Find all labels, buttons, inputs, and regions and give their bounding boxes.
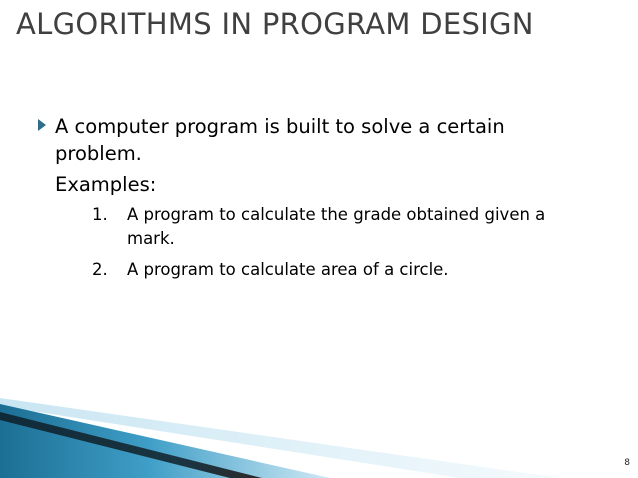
list-item-number: 2. [92,260,108,279]
bullet-text: A computer program is built to solve a certain problem. [55,115,505,165]
list-item-text: A program to calculate the grade obtained given a mark. [127,205,546,248]
page-number: 8 [624,458,630,468]
list-item-number: 1. [92,205,108,224]
list-item-text: A program to calculate area of a circle. [127,260,449,279]
decorative-ribbon [0,380,638,478]
triangle-bullet-icon [38,119,46,131]
slide-title: ALGORITHMS IN PROGRAM DESIGN [16,7,534,41]
examples-label: Examples: [55,173,157,196]
